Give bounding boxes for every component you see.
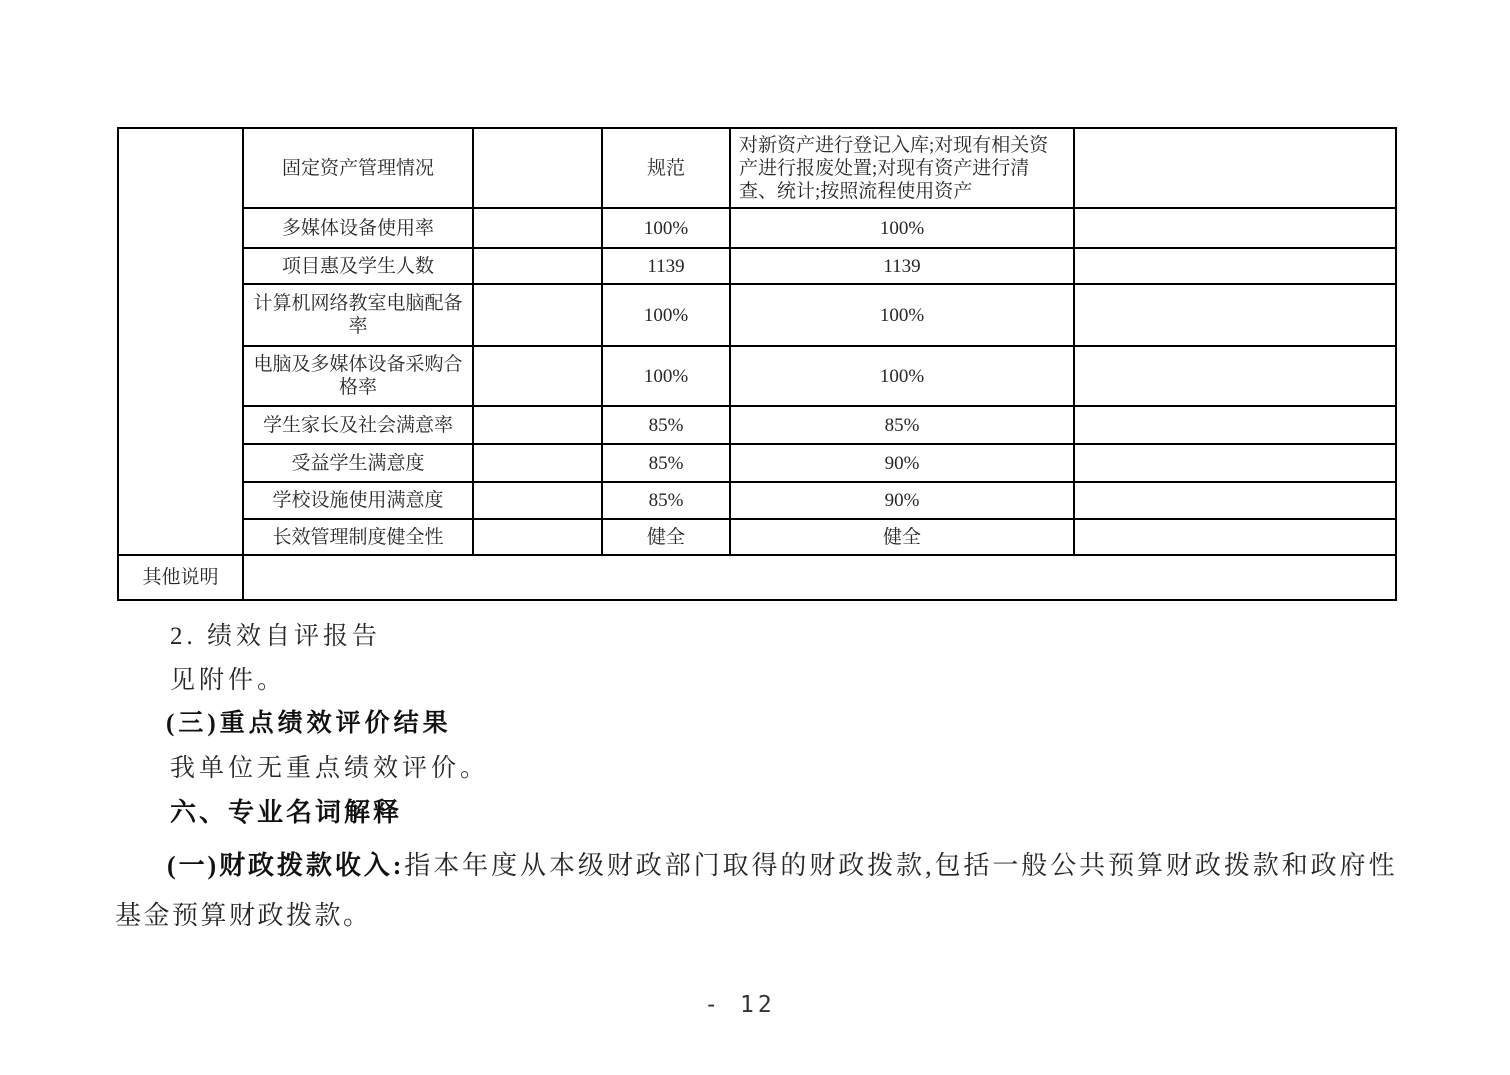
table-row (118, 346, 1396, 406)
indicator-label-cell: 电脑及多媒体设备采购合格率 (243, 346, 473, 406)
line-see-attachment: 见附件。 (170, 667, 287, 694)
group-cell (118, 128, 243, 555)
term-definition: 指本年度从本级财政部门取得的财政拨款,包括一般公共预算财政拨款和政府性基金预算财政拨款。 (115, 851, 1397, 930)
indicator-label-cell: 固定资产管理情况 (243, 128, 473, 208)
other-notes-label-cell: 其他说明 (118, 555, 243, 600)
empty-cell (1074, 444, 1396, 482)
target-value-cell: 1139 (602, 248, 730, 284)
other-notes-value-cell (243, 555, 1396, 600)
empty-cell (473, 482, 602, 519)
indicator-label-cell: 学校设施使用满意度 (243, 482, 473, 519)
actual-value-cell: 对新资产进行登记入库;对现有相关资产进行报废处置;对现有资产进行清查、统计;按照流程使用资产 (730, 128, 1074, 208)
target-value-cell: 健全 (602, 519, 730, 555)
table-row (118, 482, 1396, 519)
empty-cell (473, 208, 602, 248)
empty-cell (1074, 128, 1396, 208)
table-row (118, 444, 1396, 482)
target-value-cell: 规范 (602, 128, 730, 208)
empty-cell (473, 406, 602, 444)
table-row-other-notes (118, 555, 1396, 600)
performance-table (117, 127, 1397, 601)
performance-table-container (117, 127, 1397, 601)
term-label: (一)财政拨款收入: (167, 851, 404, 880)
table-row (118, 519, 1396, 555)
empty-cell (1074, 284, 1396, 346)
empty-cell (473, 346, 602, 406)
actual-value-cell: 90% (730, 444, 1074, 482)
actual-value-cell: 85% (730, 406, 1074, 444)
indicator-label-cell: 项目惠及学生人数 (243, 248, 473, 284)
indicator-label-cell: 学生家长及社会满意率 (243, 406, 473, 444)
heading-key-performance-eval: (三)重点绩效评价结果 (166, 710, 452, 737)
target-value-cell: 85% (602, 406, 730, 444)
empty-cell (473, 128, 602, 208)
page-number: - 12 (704, 992, 776, 1018)
indicator-label-cell: 受益学生满意度 (243, 444, 473, 482)
target-value-cell: 85% (602, 444, 730, 482)
target-value-cell: 100% (602, 208, 730, 248)
empty-cell (1074, 406, 1396, 444)
target-value-cell: 100% (602, 346, 730, 406)
indicator-label-cell: 计算机网络教室电脑配备率 (243, 284, 473, 346)
indicator-label-cell: 长效管理制度健全性 (243, 519, 473, 555)
actual-value-cell: 1139 (730, 248, 1074, 284)
empty-cell (1074, 208, 1396, 248)
line-self-eval-report: 2. 绩效自评报告 (170, 623, 382, 650)
actual-value-cell: 90% (730, 482, 1074, 519)
table-row (118, 406, 1396, 444)
target-value-cell: 100% (602, 284, 730, 346)
target-value-cell: 85% (602, 482, 730, 519)
paragraph-fiscal-appropriation (115, 841, 1397, 941)
empty-cell (1074, 248, 1396, 284)
empty-cell (473, 248, 602, 284)
actual-value-cell: 100% (730, 208, 1074, 248)
empty-cell (473, 444, 602, 482)
actual-value-cell: 100% (730, 346, 1074, 406)
line-no-key-eval: 我单位无重点绩效评价。 (170, 755, 490, 782)
empty-cell (473, 284, 602, 346)
empty-cell (1074, 346, 1396, 406)
actual-value-cell: 100% (730, 284, 1074, 346)
table-row (118, 208, 1396, 248)
table-row (118, 284, 1396, 346)
empty-cell (473, 519, 602, 555)
table-row (118, 128, 1396, 208)
empty-cell (1074, 519, 1396, 555)
heading-terminology: 六、专业名词解释 (170, 797, 403, 827)
table-row (118, 248, 1396, 284)
empty-cell (1074, 482, 1396, 519)
indicator-label-cell: 多媒体设备使用率 (243, 208, 473, 248)
actual-value-cell: 健全 (730, 519, 1074, 555)
